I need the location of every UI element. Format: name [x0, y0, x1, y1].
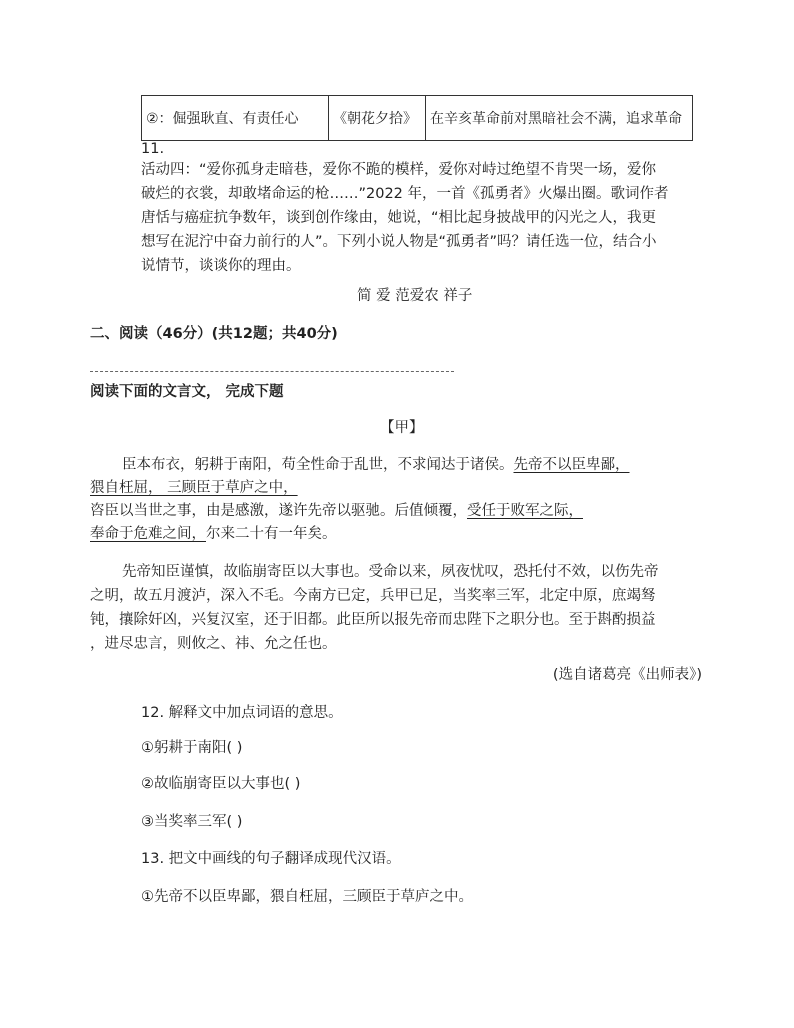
table-cell: ②：倔强耿直、有责任心	[142, 96, 329, 141]
passage-line	[122, 453, 630, 477]
passage-text: 臣本布衣，躬耕于南阳，苟全性命于乱世，不求闻达于诸侯。	[122, 457, 514, 473]
question-11-options: 简 爱 范爱农 祥子	[357, 288, 473, 304]
section-title: 二、阅读（46分）(共12题；共40分)	[90, 326, 338, 342]
passage-line: 钝，攘除奸凶，兴复汉室，还于旧都。此臣所以报先帝而忠陛下之职分也。至于斟酌损益	[90, 612, 656, 628]
answer-table	[141, 95, 693, 141]
passage-line: 之明，故五月渡泸，深入不毛。今南方已定，兵甲已足，当奖率三军，北定中原，庶竭驽	[90, 588, 656, 604]
question-11-line: 唐恬与癌症抗争数年，谈到创作缘由，她说，“相比起身披战甲的闪光之人，我更	[141, 210, 657, 226]
underlined-sentence: 先帝不以臣卑鄙，	[513, 457, 630, 473]
table-row	[142, 96, 693, 141]
passage-line: ，进尽忠言，则攸之、祎、允之任也。	[90, 636, 337, 652]
table-cell: 在辛亥革命前对黑暗社会不满，追求革命	[426, 96, 693, 141]
question-11-line: 说情节，谈谈你的理由。	[141, 258, 301, 274]
table-cell: 《朝花夕拾》	[329, 96, 426, 141]
question-11-line: 活动四：“爱你孤身走暗巷，爱你不跪的模样，爱你对峙过绝望不肯哭一场，爱你	[141, 162, 657, 178]
question-13-stem: 13. 把文中画线的句子翻译成现代汉语。	[141, 851, 401, 867]
passage-label: 【甲】	[380, 420, 424, 436]
question-12-item: ③当奖率三军( )	[141, 814, 243, 830]
section-instruction: 阅读下面的文言文， 完成下题	[90, 384, 284, 400]
underlined-sentence: 奉命于危难之间，	[90, 526, 206, 542]
passage-text: 尔来二十有一年矣。	[206, 526, 337, 542]
passage-line	[90, 499, 583, 523]
passage-line: 先帝知臣谨慎，故临崩寄臣以大事也。受命以来，夙夜忧叹，恐托付不效，以伤先帝	[122, 564, 659, 580]
passage-source: (选自诸葛亮《出师表》)	[552, 667, 702, 683]
underlined-sentence: 受任于败军之际，	[467, 503, 583, 519]
question-13-item: ①先帝不以臣卑鄙，猥自枉屈，三顾臣于草庐之中。	[141, 889, 473, 905]
question-11-line: 破烂的衣裳，却敢堵命运的枪……”2022 年，一首《孤勇者》火爆出圈。歌词作者	[141, 186, 669, 202]
divider	[90, 371, 454, 372]
passage-line	[90, 522, 337, 546]
underlined-sentence: 猥自枉屈， 三顾臣于草庐之中，	[90, 480, 298, 496]
passage-line	[90, 476, 298, 500]
question-12-stem: 12. 解释文中加点词语的意思。	[141, 705, 343, 721]
question-11-line: 想写在泥泞中奋力前行的人”。下列小说人物是“孤勇者”吗？请任选一位，结合小	[141, 234, 657, 250]
question-11-number: 11.	[141, 141, 165, 157]
question-12-item: ①躬耕于南阳( )	[141, 740, 243, 756]
passage-text: 咨臣以当世之事，由是感激，遂许先帝以驱驰。后值倾覆，	[90, 503, 467, 519]
question-12-item: ②故临崩寄臣以大事也( )	[141, 776, 301, 792]
